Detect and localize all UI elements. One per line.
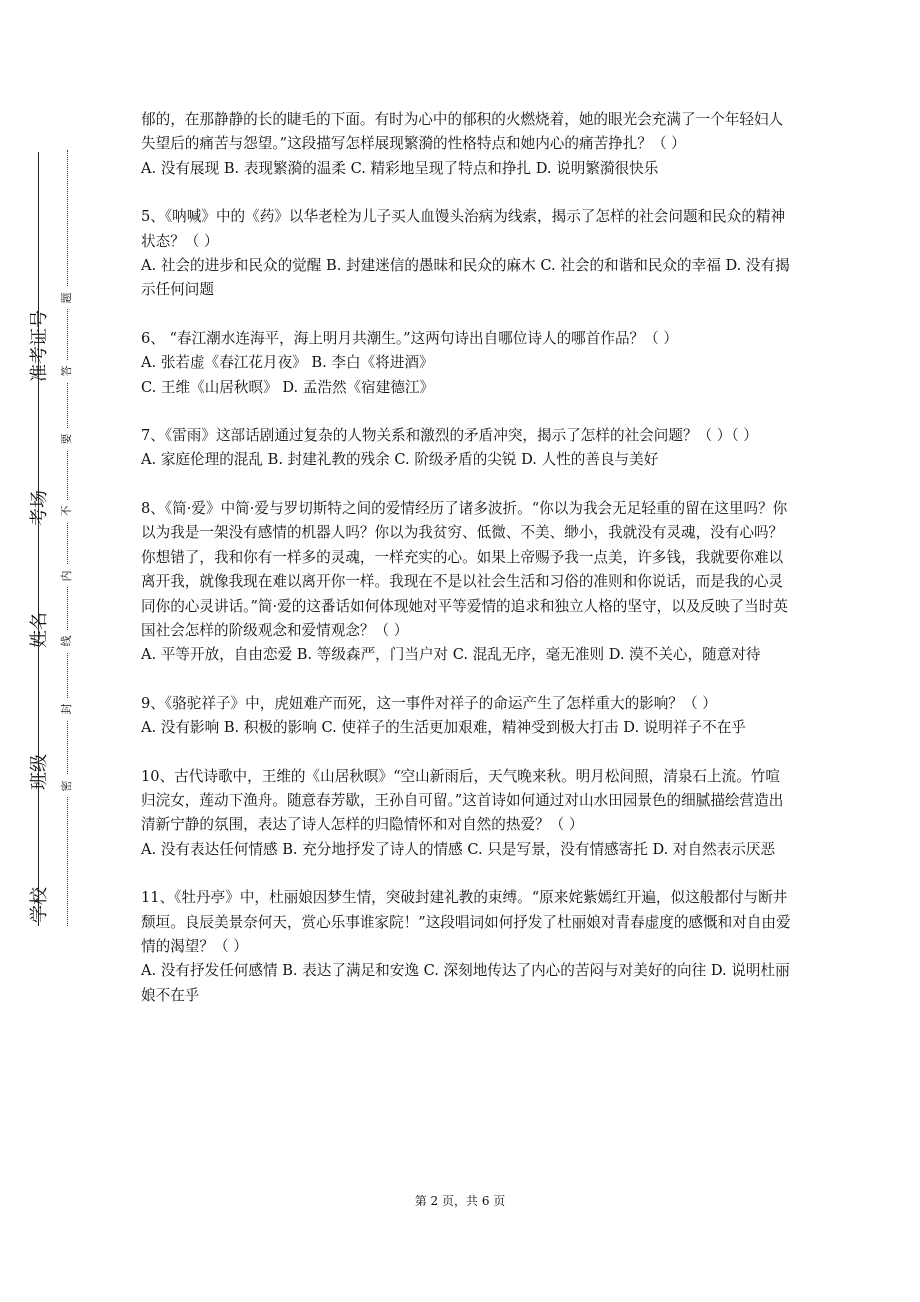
- question-item: [141, 692, 791, 741]
- question-item: [141, 424, 791, 473]
- question-stem: 7、《雷雨》这部话剧通过复杂的人物关系和激烈的矛盾冲突，揭示了怎样的社会问题？（ ）（ ）: [141, 427, 758, 445]
- question-stem: 11、《牡丹亭》中，杜丽娘因梦生情，突破封建礼教的束缚。“原来姹紫嫣红开遍，似这般都付与断井颓垣。良辰美景奈何天，赏心乐事谁家院！”这段唱词如何抒发了杜丽娘对青春虚度的感慨和对自由爱情的渴望？（ ）: [141, 889, 791, 955]
- seal-char: 要: [56, 428, 78, 450]
- question-stem: 10、古代诗歌中，王维的《山居秋暝》“空山新雨后，天气晚来秋。明月松间照，清泉石上流。竹喧归浣女，莲动下渔舟。随意春芳歇，王孙自可留。”这首诗如何通过对山水田园景色的细腻描绘营造出清新宁静的氛围，表达了诗人怎样的归隐情怀和对自然的热爱？（ ）: [141, 767, 784, 834]
- question-options: A. 没有影响 B. 积极的影响 C. 使祥子的生活更加艰难，精神受到极大打击 D. 说明祥子不在乎: [141, 719, 746, 737]
- question-item: [141, 886, 791, 1008]
- question-item: [141, 108, 791, 181]
- question-options: A. 没有展现 B. 表现繁漪的温柔 C. 精彩地呈现了特点和挣扎 D. 说明繁漪很快乐: [141, 159, 659, 177]
- question-list: [141, 108, 791, 1032]
- question-options: A. 社会的进步和民众的觉醒 B. 封建迷信的愚昧和民众的麻木 C. 社会的和谐和民众的幸福 D. 没有揭示任何问题: [141, 257, 790, 299]
- field-label-class: 班级: [29, 754, 50, 790]
- seal-char: 封: [56, 698, 78, 720]
- question-stem: 6、 “春江潮水连海平，海上明月共潮生。”这两句诗出自哪位诗人的哪首作品？（ ）: [141, 329, 678, 347]
- question-options: A. 家庭伦理的混乱 B. 封建礼教的残余 C. 阶级矛盾的尖锐 D. 人性的善良与美好: [141, 451, 659, 469]
- question-stem: 9、《骆驼祥子》中，虎妞难产而死，这一事件对祥子的命运产生了怎样重大的影响？（ ）: [141, 694, 717, 712]
- field-label-school: 学校: [29, 887, 50, 923]
- question-item: [141, 497, 791, 668]
- question-item: [141, 327, 791, 400]
- question-options: A. 没有抒发任何感情 B. 表达了满足和安逸 C. 深刻地传达了内心的苦闷与对美好的向往 D. 说明杜丽娘不在乎: [141, 962, 790, 1004]
- seal-char: 密: [56, 775, 78, 797]
- seal-char: 内: [56, 565, 78, 587]
- field-label-exam-room: 考场: [29, 490, 50, 526]
- page-number: 第 2 页，共 6 页: [414, 1194, 506, 1208]
- seal-char: 线: [56, 630, 78, 652]
- binding-margin: [0, 0, 110, 1302]
- question-stem: 8、《简·爱》中简·爱与罗切斯特之间的爱情经历了诸多波折。“你以为我会无足轻重的留在这里吗？你以为我是一架没有感情的机器人吗？你以为我贫穷、低微、不美、缈小，我就没有灵魂，没有心吗？你想错了，我和你有一样多的灵魂，一样充实的心。如果上帝赐予我一点美，许多钱，我就要你难以离开我，就像我现在难以离开你一样。我现在不是以社会生活和习俗的准则和你说话，而是我的心灵同你的心灵讲话。”简·爱的这番话如何体现她对平等爱情的追求和独立人格的坚守，以及反映了当时英国社会怎样的阶级观念和爱情观念？（ ）: [141, 499, 788, 639]
- question-options: A. 没有表达任何情感 B. 充分地抒发了诗人的情感 C. 只是写景，没有情感寄托 D. 对自然表示厌恶: [141, 840, 776, 858]
- question-options: A. 张若虚《春江花月夜》 B. 李白《将进酒》 C. 王维《山居秋暝》 D. 孟浩然《宿建德江》: [141, 354, 435, 396]
- question-stem: 5、《呐喊》中的《药》以华老栓为儿子买人血馒头治病为线索，揭示了怎样的社会问题和民众的精神状态？（ ）: [141, 208, 786, 250]
- seal-char: 题: [56, 287, 78, 309]
- field-label-name: 姓名: [29, 612, 50, 648]
- seal-dotted-line: [67, 150, 68, 926]
- question-item: [141, 765, 791, 863]
- question-options: A. 平等开放，自由恋爱 B. 等级森严，门当户对 C. 混乱无序，毫无准则 D. 漠不关心，随意对待: [141, 646, 761, 664]
- seal-char: 不: [56, 500, 78, 522]
- question-stem: 郁的，在那静静的长的睫毛的下面。有时为心中的郁积的火燃烧着，她的眼光会充满了一个年轻妇人失望后的痛苦与怨望。”这段描写怎样展现繁漪的性格特点和她内心的痛苦挣扎？（ ）: [141, 111, 784, 153]
- page-footer: [0, 1192, 920, 1209]
- field-label-exam-number: 准考证号: [29, 310, 50, 382]
- question-item: [141, 205, 791, 303]
- seal-char: 答: [56, 360, 78, 382]
- fill-in-line: [38, 152, 39, 926]
